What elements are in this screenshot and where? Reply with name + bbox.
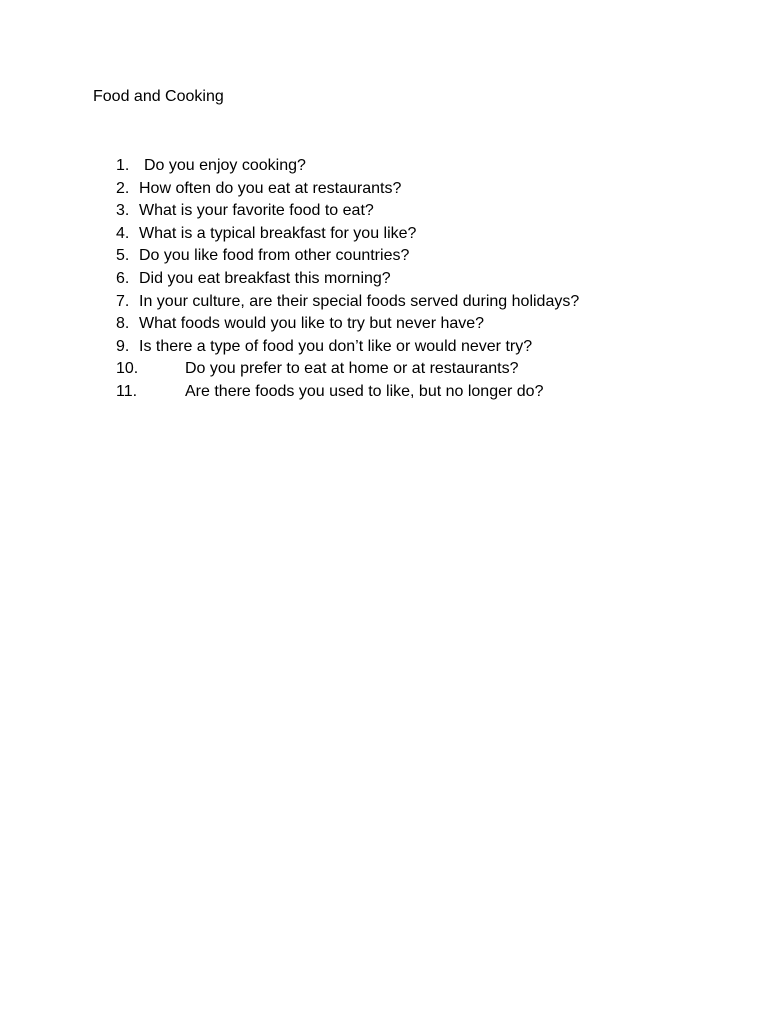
question-text: Is there a type of food you don’t like or would never try? bbox=[139, 337, 533, 355]
question-text: Do you like food from other countries? bbox=[139, 247, 410, 265]
question-text: Did you eat breakfast this morning? bbox=[139, 269, 391, 287]
question-text: Are there foods you used to like, but no longer do? bbox=[185, 382, 544, 400]
question-number: 2. bbox=[116, 179, 130, 197]
question-number: 6. bbox=[116, 269, 130, 287]
question-text: In your culture, are their special foods served during holidays? bbox=[139, 292, 580, 310]
question-number: 3. bbox=[116, 202, 130, 220]
question-number: 10. bbox=[116, 360, 139, 378]
question-text: How often do you eat at restaurants? bbox=[139, 179, 402, 197]
question-number: 4. bbox=[116, 224, 130, 242]
question-number: 7. bbox=[116, 292, 130, 310]
question-text: What is a typical breakfast for you like? bbox=[139, 224, 417, 242]
question-number: 8. bbox=[116, 315, 130, 333]
question-number: 9. bbox=[116, 337, 130, 355]
question-number: 1. bbox=[116, 157, 130, 174]
document-title: Food and Cooking bbox=[93, 88, 224, 105]
question-text: What is your favorite food to eat? bbox=[139, 202, 374, 220]
question-number: 5. bbox=[116, 247, 130, 265]
question-text: What foods would you like to try but never have? bbox=[139, 315, 485, 333]
question-text: Do you enjoy cooking? bbox=[144, 157, 306, 174]
question-number: 11. bbox=[116, 382, 138, 400]
question-text: Do you prefer to eat at home or at restaurants? bbox=[185, 360, 519, 378]
